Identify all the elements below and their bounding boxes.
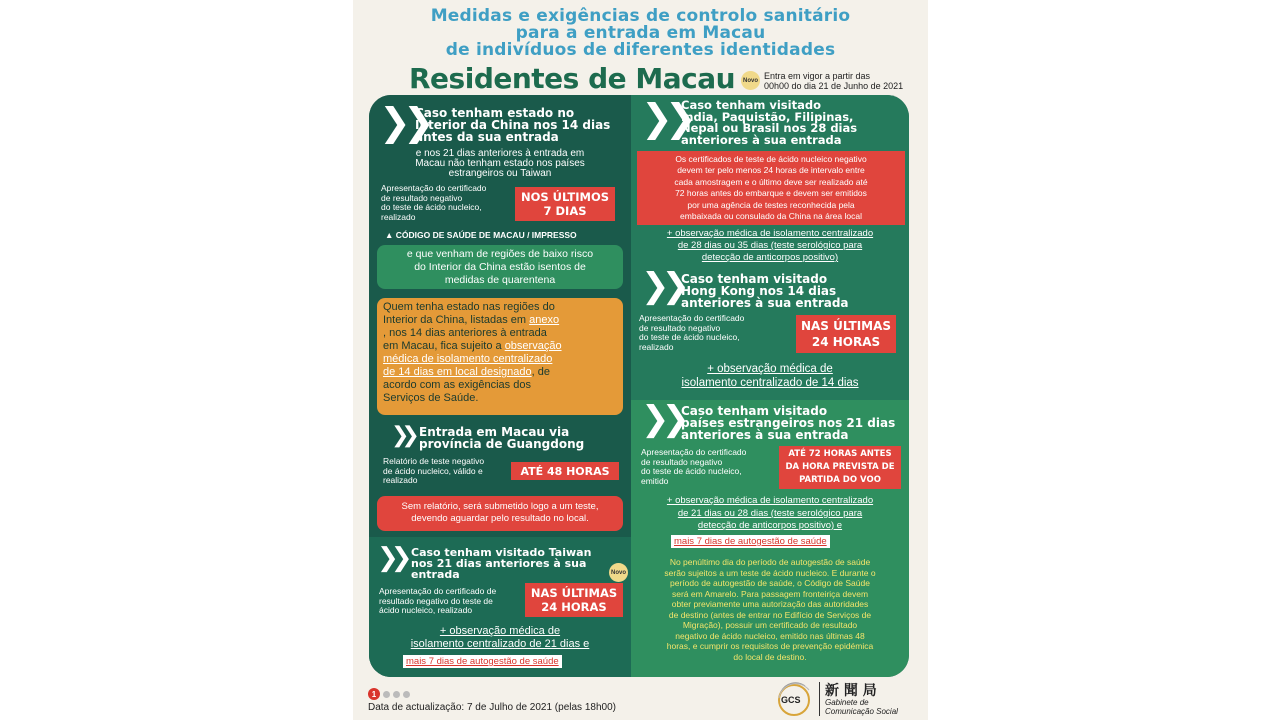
- measures-card: [369, 95, 909, 677]
- chevron-icon: ❯❯: [379, 100, 427, 144]
- guangdong-warning-box: Sem relatório, será submetido logo a um teste, devendo aguardar pelo resultado no local.: [377, 496, 623, 531]
- hongkong-certificate-text: Apresentação do certificado de resultado negativo do teste de ácido nucleico, realizado: [639, 313, 745, 352]
- page-dot[interactable]: [393, 691, 400, 698]
- china-condition-text: e nos 21 dias anteriores à entrada em Macau não tenham estado nos países estrangeiros ou Taiwan: [415, 148, 585, 179]
- poster: [353, 0, 928, 720]
- taiwan-observation-text: + observação médica de isolamento centralizado de 21 dias e: [410, 625, 590, 650]
- update-date: Data de actualização: 7 de Julho de 2021 (pelas 18h00): [368, 702, 616, 713]
- gcs-logo: GCS 新 聞 局 Gabinete de Comunicação Social: [775, 680, 925, 718]
- section-title-china: Caso tenham estado no Interior da China nos 14 dias antes da sua entrada: [415, 106, 611, 144]
- india-section: [631, 95, 909, 267]
- chevron-icon: ❯❯: [391, 423, 412, 448]
- hongkong-time-badge: NAS ÚLTIMAS 24 HORAS: [796, 315, 896, 353]
- guangdong-time-badge: ATÉ 48 HORAS: [511, 462, 619, 480]
- china-time-badge: NOS ÚLTIMOS 7 DIAS: [515, 187, 615, 221]
- health-code-line: ▲ CÓDIGO DE SAÚDE DE MACAU / IMPRESSO: [385, 230, 577, 240]
- left-column: [369, 95, 631, 677]
- chevron-icon: ❯❯: [641, 266, 682, 306]
- section-title-hongkong: Caso tenham visitado Hong Kong nos 14 dias anteriores à sua entrada: [681, 272, 849, 310]
- hongkong-observation-text: + observação médica de isolamento centralizado de 14 dias: [681, 363, 859, 389]
- page-dot[interactable]: [403, 691, 410, 698]
- foreign-observation-text: + observação médica de isolamento centralizado de 21 dias ou 28 dias (teste serológico para detecção de anticorpos positivo) e: [666, 495, 874, 531]
- india-certificate-warning: Os certificados de teste de ácido nucleico negativo devem ter pelo menos 24 horas de intervalo entre cada amostragem e o último deve ser realizado até 72 horas antes do embarque e devem ser emitidos por uma agência de testes reconhecida pela embaixada ou consulado da China na área local: [637, 151, 905, 225]
- right-column: [631, 95, 909, 677]
- logo-divider: [819, 682, 820, 716]
- taiwan-certificate-text: Apresentação do certificado de resultado negativo do teste de ácido nucleico, realizado: [379, 586, 497, 615]
- designated-regions-notice: Quem tenha estado nas regiões do Interior da China, listadas em anexo , nos 14 dias anteriores à entrada em Macau, fica sujeito a observação médica de isolamento centralizado de 14 dias em local designado, de acordo com as exigências dos Serviços de Saúde.: [377, 298, 623, 415]
- section-title-taiwan: Caso tenham visitado Taiwan nos 21 dias anteriores à sua entrada: [411, 546, 592, 581]
- page-indicator[interactable]: [368, 688, 410, 700]
- page-dot[interactable]: [383, 691, 390, 698]
- self-management-note: No penúltimo dia do período de autogestão de saúde serão sujeitos a um teste de ácido nucleico. E durante o período de autogestão de saúde, o Código de Saúde será em Amarelo. Para passagem fronteiriça devem obter previamente uma autorização das autoridades de destino (antes de entrar no Edifício de Serviços de Migração), possuir um certificado de resultado negativo de ácido nucleico, emitido nas últimas 48 horas, e cumprir os requisitos de prevenção epidémica do local de destino.: [664, 557, 876, 662]
- novo-badge: Novo: [609, 563, 628, 582]
- residents-heading: Residentes de Macau: [409, 62, 736, 95]
- chevron-icon: ❯❯: [377, 543, 405, 573]
- section-title-foreign: Caso tenham visitado países estrangeiros nos 21 dias anteriores à sua entrada: [681, 404, 896, 442]
- poster-title: Medidas e exigências de controlo sanitário para a entrada em Macau de indivíduos de diferentes identidades: [430, 6, 851, 60]
- india-observation-text: + observação médica de isolamento centralizado de 28 dias ou 35 dias (teste serológico para detecção de anticorpos positivo): [666, 228, 874, 263]
- chevron-icon: ❯❯: [641, 399, 682, 439]
- novo-badge: Novo: [741, 71, 760, 90]
- chevron-icon: ❯❯: [641, 96, 689, 140]
- hongkong-section: [631, 267, 909, 400]
- china-certificate-text: Apresentação do certificado de resultado negativo do teste de ácido nucleico, realizado: [381, 183, 487, 222]
- page-dot-active[interactable]: 1: [368, 688, 380, 700]
- effective-date-note: Entra em vigor a partir das 00h00 do dia 21 de Junho de 2021: [764, 71, 904, 91]
- taiwan-self-management-tag: mais 7 dias de autogestão de saúde: [403, 655, 562, 668]
- taiwan-section: [369, 537, 631, 677]
- guangdong-report-text: Relatório de teste negativo de ácido nucleico, válido e realizado: [383, 456, 485, 485]
- taiwan-time-badge: NAS ÚLTIMAS 24 HORAS: [525, 583, 623, 617]
- foreign-time-badge: ATÉ 72 HORAS ANTES DA HORA PREVISTA DE PARTIDA DO VOO: [779, 446, 901, 489]
- exempt-box: e que venham de regiões de baixo risco do Interior da China estão isentos de medidas de quarentena: [377, 245, 623, 289]
- foreign-self-management-tag: mais 7 dias de autogestão de saúde: [671, 535, 830, 548]
- triangle-icon: ▲: [385, 230, 396, 240]
- foreign-certificate-text: Apresentação do certificado de resultado negativo do teste de ácido nucleico, emitido: [641, 447, 747, 486]
- annex-link[interactable]: anexo: [529, 314, 560, 326]
- section-title-guangdong: Entrada em Macau via província de Guangdong: [419, 425, 585, 451]
- foreign-section: [631, 400, 909, 677]
- section-title-india: Caso tenham visitado Índia, Paquistão, Filipinas, Nepal ou Brasil nos 28 dias anteriores à sua entrada: [681, 98, 858, 147]
